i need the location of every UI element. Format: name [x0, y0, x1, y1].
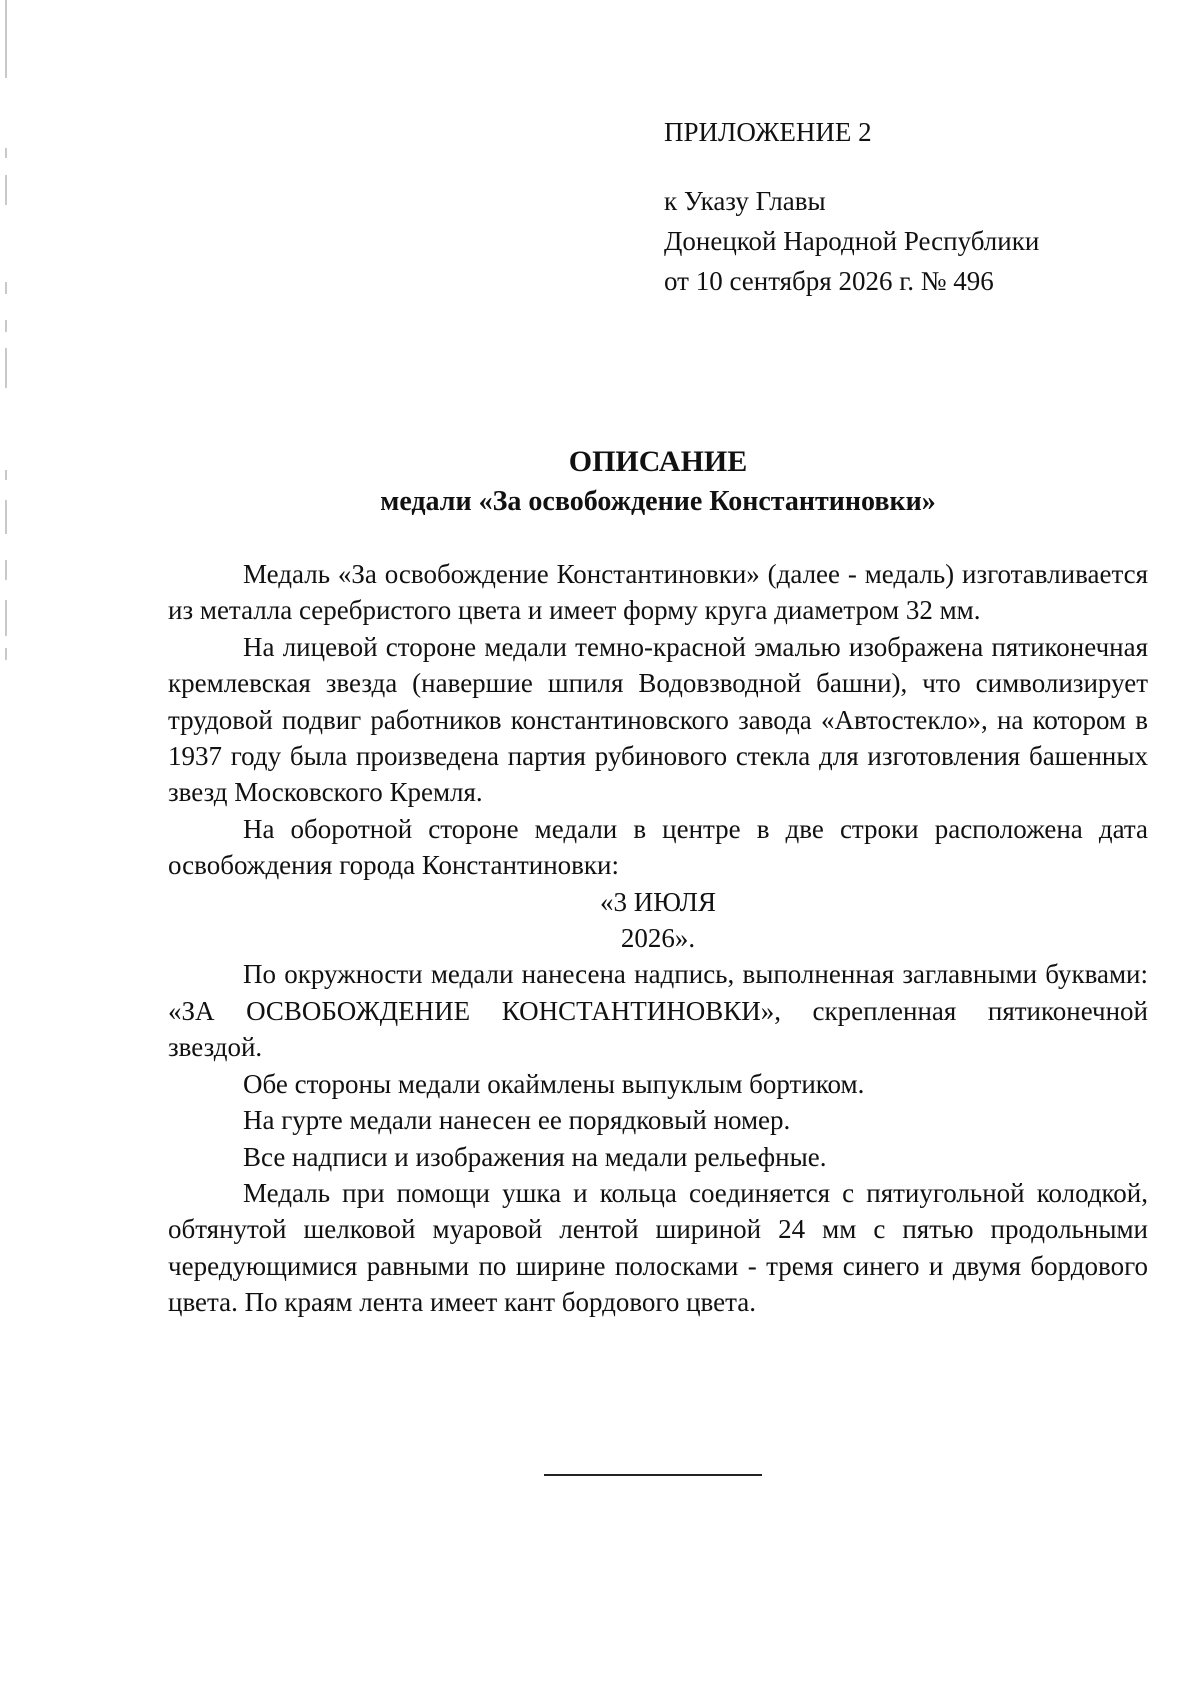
paragraph-reverse: На оборотной стороне медали в центре в две строки расположена дата освобождения города Константиновки:	[168, 813, 1148, 881]
paragraph-ribbon: Медаль при помощи ушка и кольца соединяется с пятиугольной колодкой, обтянутой шелковой муаровой лентой шириной 24 мм с пятью продольными чередующимися равными по ширине полосками - тремя синего и двумя бордового цвета. По краям лента имеет кант бордового цвета.	[168, 1177, 1148, 1318]
paragraph-obverse: На лицевой стороне медали темно-красной эмалью изображена пятиконечная кремлевская звезда (навершие шпиля Водовзводной башни), что символизирует трудовой подвиг работников константиновского завода «Автостекло», на котором в 1937 году была произведена партия рубинового стекла для изготовления башенных звезд Московского Кремля.	[168, 631, 1148, 808]
annex-block	[664, 112, 1039, 301]
document-body	[168, 556, 1148, 1321]
document-title: ОПИСАНИЕ	[568, 445, 748, 478]
annex-republic-line: Донецкой Народной Республики	[664, 226, 1040, 256]
date-line-2: 2026».	[620, 923, 696, 954]
paragraph-relief: Все надписи и изображения на медали рельефные.	[243, 1141, 827, 1172]
closing-rule	[544, 1474, 762, 1476]
paragraph-rim: Обе стороны медали окаймлены выпуклым бортиком.	[243, 1068, 865, 1099]
paragraph-material: Медаль «За освобождение Константиновки» (далее - медаль) изготавливается из металла серебристого цвета и имеет форму круга диаметром 32 мм.	[168, 559, 1148, 626]
annex-date-line: от 10 сентября 2026 г. № 496	[664, 266, 994, 296]
annex-title: ПРИЛОЖЕНИЕ 2	[664, 117, 872, 147]
document-heading	[168, 442, 1148, 522]
paragraph-edge-number: На гурте медали нанесен ее порядковый номер.	[243, 1105, 791, 1136]
annex-decree-line: к Указу Главы	[664, 186, 826, 216]
scan-edge-marks	[0, 0, 12, 700]
paragraph-inscription: По окружности медали нанесена надпись, выполненная заглавными буквами: «ЗА ОСВОБОЖДЕНИЕ КОНСТАНТИНОВКИ», скрепленная пятиконечной звездой.	[168, 959, 1148, 1063]
date-line-1: «3 ИЮЛЯ	[600, 886, 716, 917]
document-subtitle: медали «За освобождение Константиновки»	[380, 486, 936, 517]
